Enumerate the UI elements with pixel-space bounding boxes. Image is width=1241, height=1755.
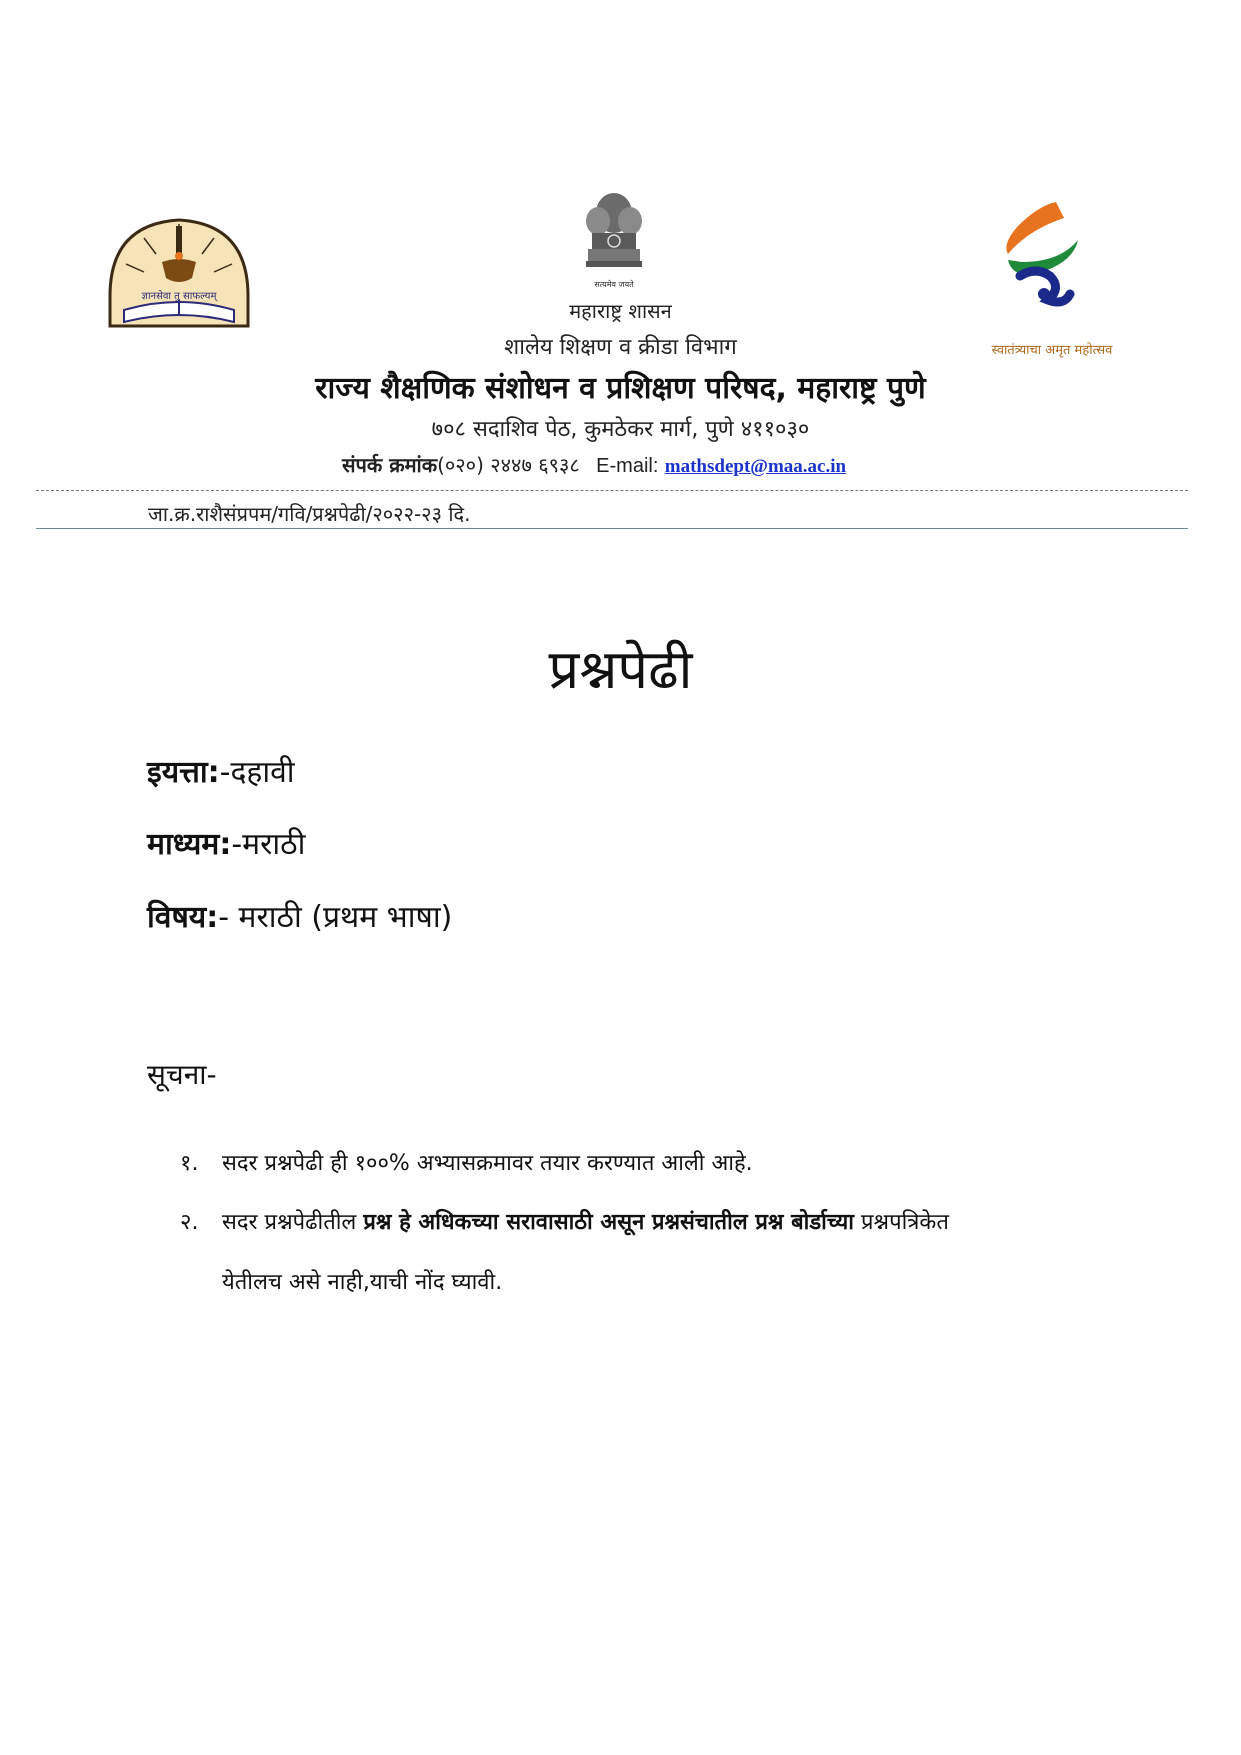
header-divider: [36, 528, 1188, 529]
contact-label: संपर्क क्रमांक: [342, 453, 438, 477]
medium-field: [147, 822, 305, 863]
reference-number: जा.क्र.राशैसंप्रपम/गवि/प्रश्नपेढी/२०२२-२३ दि.: [148, 502, 471, 526]
grade-label: इयत्ता:: [147, 755, 220, 790]
amrit-mahotsav-text: स्वातंत्र्याचा अमृत महोत्सव: [991, 343, 1113, 358]
national-emblem-icon: [578, 187, 650, 289]
notice-point-2-line-2: येतीलच असे नाही,याची नोंद घ्यावी.: [222, 1270, 503, 1295]
grade-field: [147, 750, 295, 791]
office-address: ७०८ सदाशिव पेठ, कुमठेकर मार्ग, पुणे ४११०३०: [431, 417, 810, 442]
emblem-motto: सत्यमेव जयते: [594, 280, 634, 289]
notice-point-2-bold: प्रश्न हे अधिकच्या सरावासाठी असून प्रश्नसंचातील प्रश्न बोर्डाच्या: [363, 1210, 855, 1235]
notice-point-1-text: सदर प्रश्नपेढी ही १००% अभ्यासक्रमावर तयार करण्यात आली आहे.: [222, 1151, 753, 1176]
notice-heading: सूचना-: [147, 1058, 217, 1091]
email-link[interactable]: mathsdept@maa.ac.in: [664, 456, 847, 477]
contact-line: [342, 451, 846, 478]
notice-point-2-number: २.: [180, 1210, 199, 1235]
notice-point-2-text: [222, 1206, 1122, 1236]
department-name: शालेय शिक्षण व क्रीडा विभाग: [504, 335, 737, 360]
notice-point-1-number: १.: [180, 1151, 199, 1176]
header-divider-dashed: [36, 490, 1188, 491]
scert-logo-motto: ज्ञानसेवा तु साफल्यम्: [141, 291, 217, 302]
council-name: राज्य शैक्षणिक संशोधन व प्रशिक्षण परिषद, महाराष्ट्र पुणे: [315, 371, 926, 406]
grade-value: -दहावी: [219, 755, 295, 790]
subject-label: विषय:: [147, 900, 219, 935]
notice-point-2-part-a: सदर प्रश्नपेढीतील: [222, 1210, 364, 1235]
page-title: प्रश्नपेढी: [548, 638, 693, 701]
email-label: E-mail:: [596, 455, 659, 477]
notice-point-2-part-c: प्रश्नपत्रिकेत: [854, 1210, 949, 1235]
government-name: महाराष्ट्र शासन: [569, 299, 672, 323]
medium-label: माध्यम:: [147, 827, 232, 862]
subject-field: [147, 895, 452, 936]
subject-value: - मराठी (प्रथम भाषा): [218, 900, 453, 935]
medium-value: -मराठी: [231, 827, 306, 862]
contact-number: (०२०) २४४७ ६९३८: [437, 453, 580, 477]
